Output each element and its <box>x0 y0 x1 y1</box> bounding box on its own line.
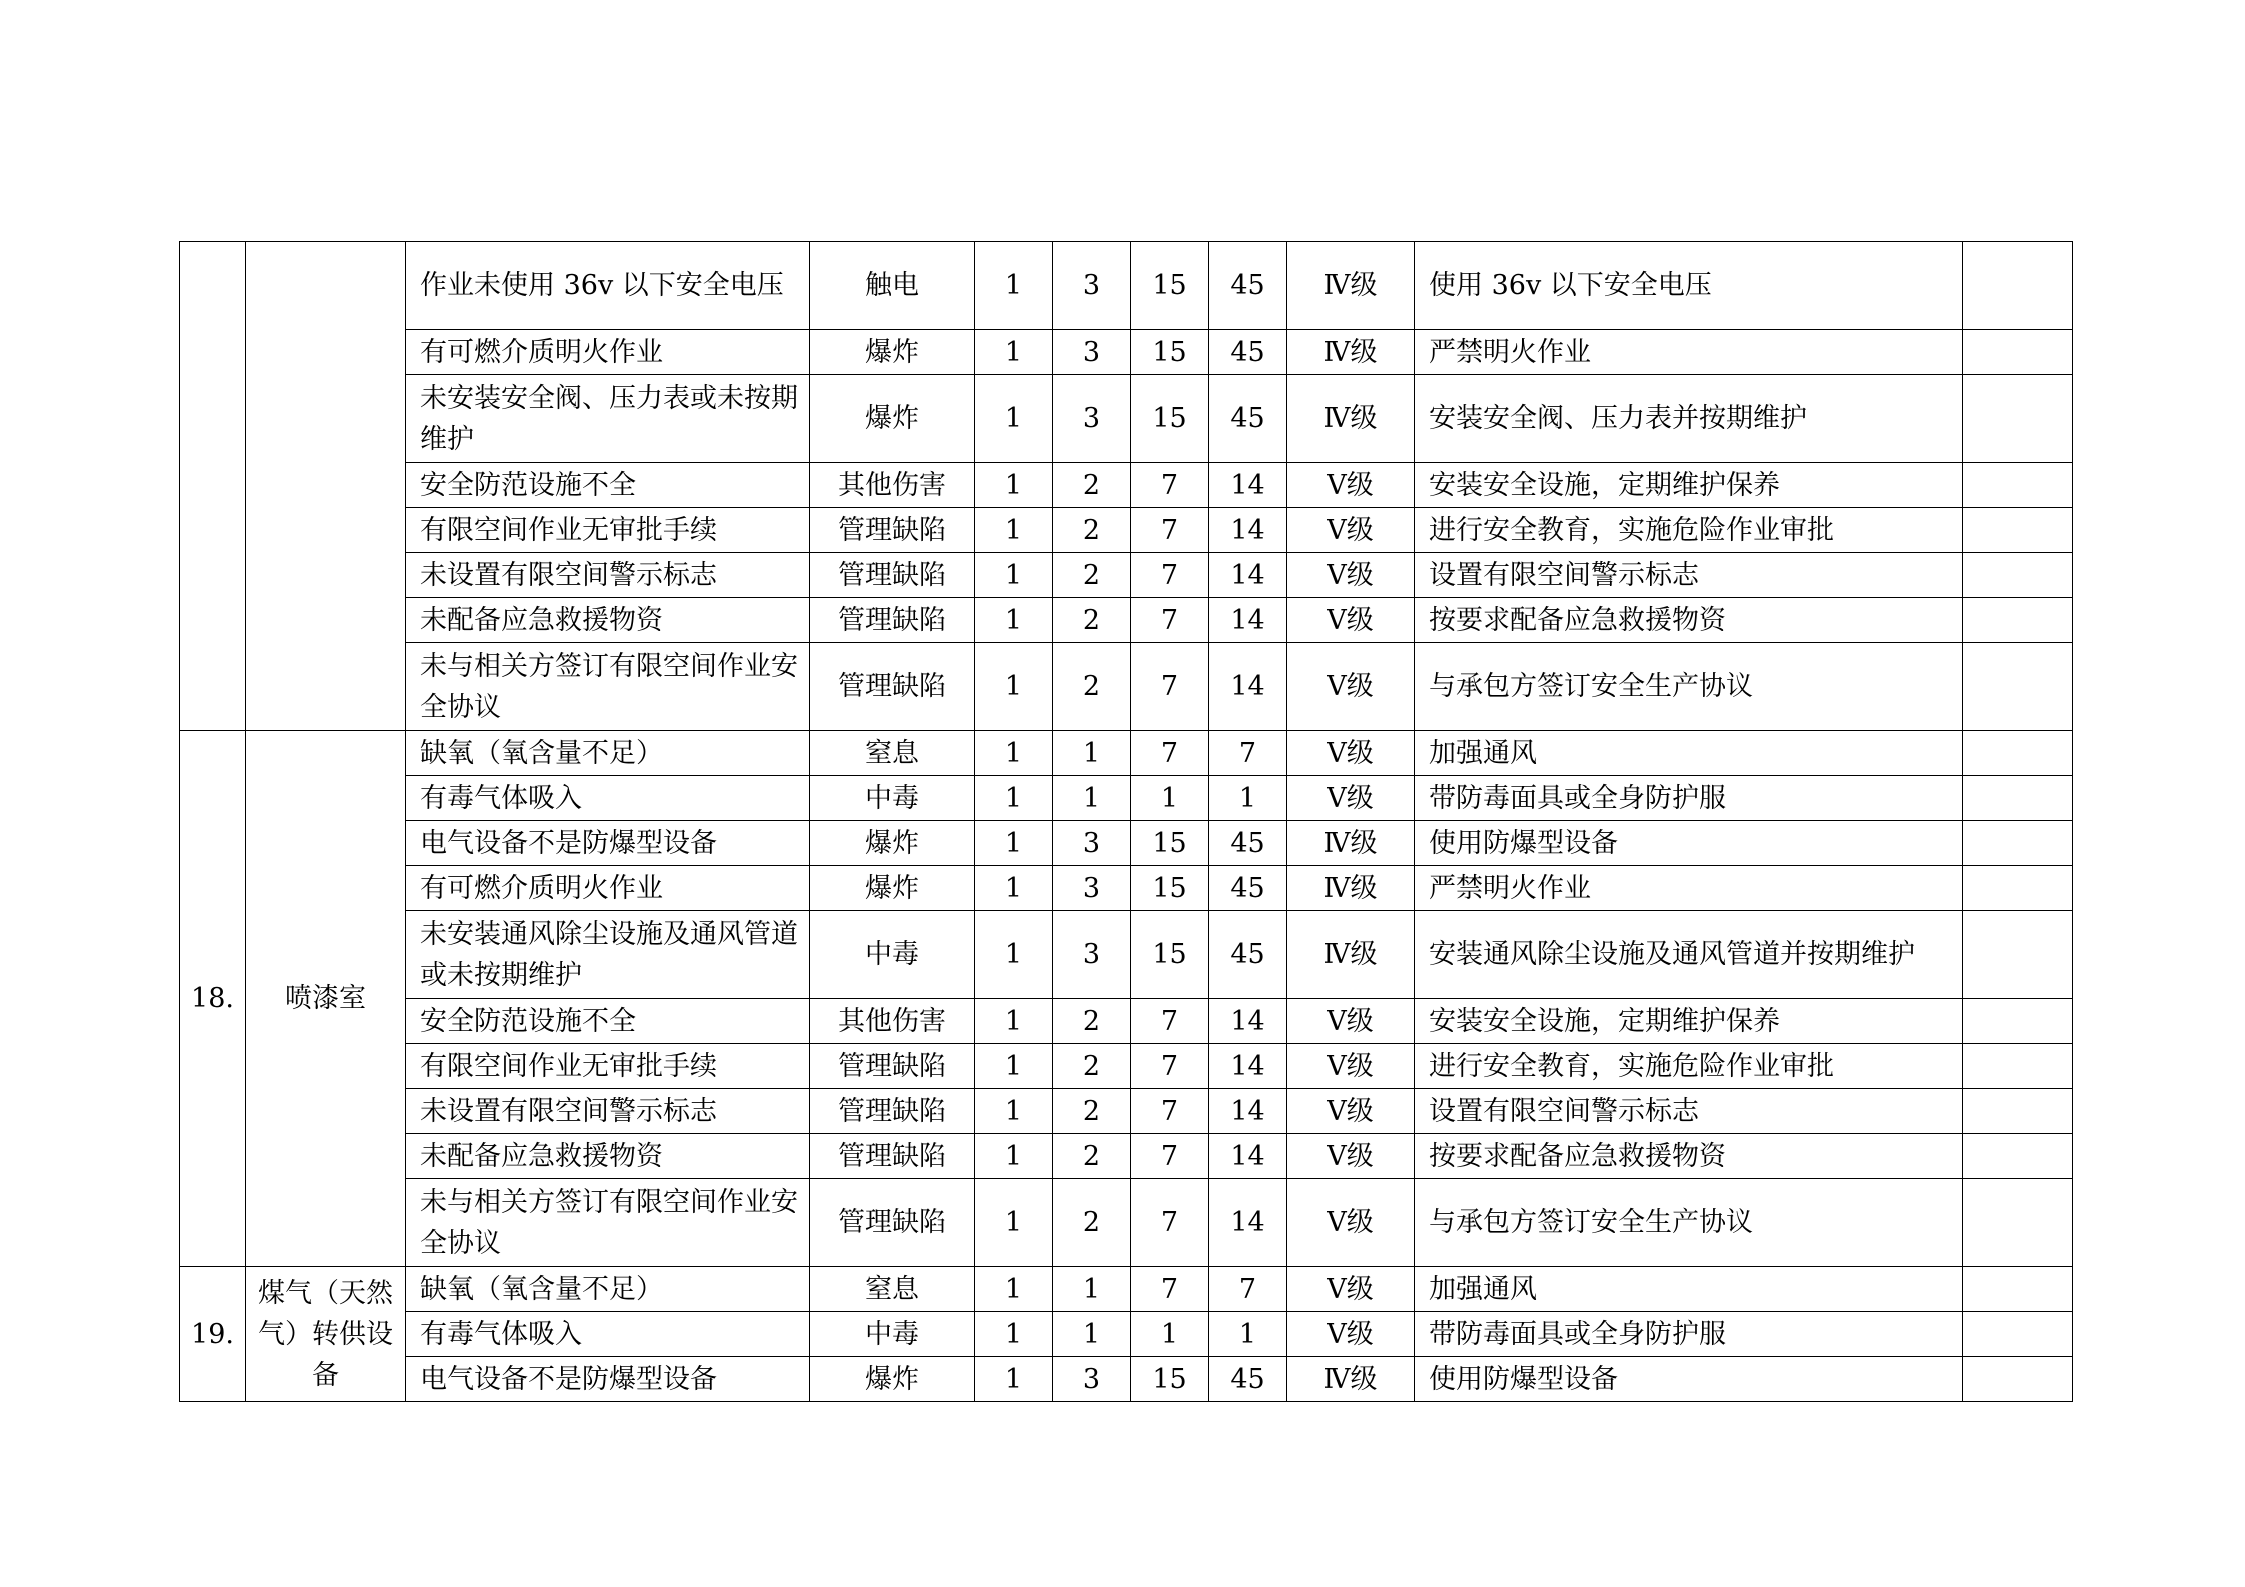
exposure-cell: 2 <box>1053 1134 1131 1179</box>
risk-score-cell: 45 <box>1209 821 1287 866</box>
control-measure-cell: 设置有限空间警示标志 <box>1415 553 1963 598</box>
remark-cell <box>1963 242 2073 330</box>
accident-type-cell: 爆炸 <box>810 866 975 911</box>
remark-cell <box>1963 598 2073 643</box>
remark-cell <box>1963 1089 2073 1134</box>
consequence-cell: 15 <box>1131 1357 1209 1402</box>
risk-score-cell: 14 <box>1209 1134 1287 1179</box>
hazard-cell: 安全防范设施不全 <box>406 463 810 508</box>
hazard-cell: 未与相关方签订有限空间作业安全协议 <box>406 643 810 731</box>
risk-score-cell: 14 <box>1209 463 1287 508</box>
accident-type-cell: 中毒 <box>810 911 975 999</box>
exposure-cell: 2 <box>1053 508 1131 553</box>
remark-cell <box>1963 999 2073 1044</box>
likelihood-cell: 1 <box>975 375 1053 463</box>
area-name-cell: 煤气（天然气）转供设备 <box>246 1267 406 1402</box>
risk-level-cell: Ⅴ级 <box>1287 1089 1415 1134</box>
risk-level-cell: Ⅴ级 <box>1287 598 1415 643</box>
consequence-cell: 7 <box>1131 999 1209 1044</box>
remark-cell <box>1963 508 2073 553</box>
risk-score-cell: 14 <box>1209 598 1287 643</box>
consequence-cell: 7 <box>1131 1134 1209 1179</box>
exposure-cell: 2 <box>1053 1044 1131 1089</box>
control-measure-cell: 加强通风 <box>1415 1267 1963 1312</box>
table-row <box>180 731 2073 776</box>
risk-score-cell: 45 <box>1209 1357 1287 1402</box>
remark-cell <box>1963 643 2073 731</box>
risk-score-cell: 14 <box>1209 1179 1287 1267</box>
remark-cell <box>1963 866 2073 911</box>
hazard-cell: 未设置有限空间警示标志 <box>406 1089 810 1134</box>
table-row <box>180 866 2073 911</box>
consequence-cell: 15 <box>1131 375 1209 463</box>
table-row <box>180 242 2073 330</box>
table-row <box>180 1357 2073 1402</box>
control-measure-cell: 按要求配备应急救援物资 <box>1415 598 1963 643</box>
likelihood-cell: 1 <box>975 911 1053 999</box>
risk-level-cell: Ⅴ级 <box>1287 1179 1415 1267</box>
remark-cell <box>1963 1312 2073 1357</box>
item-number-cell <box>180 242 246 731</box>
consequence-cell: 7 <box>1131 1089 1209 1134</box>
remark-cell <box>1963 1267 2073 1312</box>
control-measure-cell: 严禁明火作业 <box>1415 866 1963 911</box>
consequence-cell: 7 <box>1131 463 1209 508</box>
consequence-cell: 7 <box>1131 643 1209 731</box>
table-row <box>180 999 2073 1044</box>
likelihood-cell: 1 <box>975 1357 1053 1402</box>
accident-type-cell: 管理缺陷 <box>810 643 975 731</box>
likelihood-cell: 1 <box>975 731 1053 776</box>
accident-type-cell: 爆炸 <box>810 1357 975 1402</box>
risk-score-cell: 14 <box>1209 643 1287 731</box>
consequence-cell: 7 <box>1131 1044 1209 1089</box>
accident-type-cell: 触电 <box>810 242 975 330</box>
hazard-cell: 有毒气体吸入 <box>406 776 810 821</box>
risk-score-cell: 1 <box>1209 1312 1287 1357</box>
table-row <box>180 643 2073 731</box>
risk-level-cell: Ⅴ级 <box>1287 1044 1415 1089</box>
likelihood-cell: 1 <box>975 1134 1053 1179</box>
control-measure-cell: 安装安全设施，定期维护保养 <box>1415 463 1963 508</box>
control-measure-cell: 进行安全教育，实施危险作业审批 <box>1415 508 1963 553</box>
table-row <box>180 553 2073 598</box>
control-measure-cell: 带防毒面具或全身防护服 <box>1415 1312 1963 1357</box>
table-row <box>180 375 2073 463</box>
risk-level-cell: Ⅳ级 <box>1287 1357 1415 1402</box>
accident-type-cell: 管理缺陷 <box>810 598 975 643</box>
table-row <box>180 598 2073 643</box>
table-row <box>180 1134 2073 1179</box>
risk-score-cell: 14 <box>1209 508 1287 553</box>
likelihood-cell: 1 <box>975 821 1053 866</box>
risk-level-cell: Ⅴ级 <box>1287 1312 1415 1357</box>
likelihood-cell: 1 <box>975 508 1053 553</box>
risk-level-cell: Ⅴ级 <box>1287 1267 1415 1312</box>
accident-type-cell: 中毒 <box>810 776 975 821</box>
remark-cell <box>1963 1179 2073 1267</box>
area-name-cell <box>246 242 406 731</box>
risk-level-cell: Ⅴ级 <box>1287 553 1415 598</box>
accident-type-cell: 其他伤害 <box>810 463 975 508</box>
risk-level-cell: Ⅴ级 <box>1287 463 1415 508</box>
risk-level-cell: Ⅴ级 <box>1287 999 1415 1044</box>
risk-score-cell: 45 <box>1209 330 1287 375</box>
likelihood-cell: 1 <box>975 1044 1053 1089</box>
table-row <box>180 776 2073 821</box>
exposure-cell: 2 <box>1053 643 1131 731</box>
hazard-cell: 作业未使用 36v 以下安全电压 <box>406 242 810 330</box>
remark-cell <box>1963 821 2073 866</box>
consequence-cell: 7 <box>1131 731 1209 776</box>
exposure-cell: 1 <box>1053 1312 1131 1357</box>
risk-score-cell: 45 <box>1209 911 1287 999</box>
risk-level-cell: Ⅳ级 <box>1287 911 1415 999</box>
hazard-cell: 未设置有限空间警示标志 <box>406 553 810 598</box>
risk-score-cell: 14 <box>1209 1044 1287 1089</box>
consequence-cell: 7 <box>1131 553 1209 598</box>
control-measure-cell: 严禁明火作业 <box>1415 330 1963 375</box>
risk-level-cell: Ⅳ级 <box>1287 242 1415 330</box>
hazard-cell: 电气设备不是防爆型设备 <box>406 1357 810 1402</box>
consequence-cell: 7 <box>1131 508 1209 553</box>
control-measure-cell: 安装通风除尘设施及通风管道并按期维护 <box>1415 911 1963 999</box>
likelihood-cell: 1 <box>975 643 1053 731</box>
hazard-cell: 有限空间作业无审批手续 <box>406 508 810 553</box>
exposure-cell: 3 <box>1053 1357 1131 1402</box>
likelihood-cell: 1 <box>975 598 1053 643</box>
risk-level-cell: Ⅴ级 <box>1287 776 1415 821</box>
consequence-cell: 15 <box>1131 330 1209 375</box>
exposure-cell: 2 <box>1053 553 1131 598</box>
consequence-cell: 15 <box>1131 821 1209 866</box>
exposure-cell: 3 <box>1053 821 1131 866</box>
table-row <box>180 1267 2073 1312</box>
hazard-cell: 安全防范设施不全 <box>406 999 810 1044</box>
risk-score-cell: 45 <box>1209 866 1287 911</box>
consequence-cell: 15 <box>1131 911 1209 999</box>
exposure-cell: 1 <box>1053 1267 1131 1312</box>
likelihood-cell: 1 <box>975 1179 1053 1267</box>
risk-level-cell: Ⅳ级 <box>1287 375 1415 463</box>
risk-level-cell: Ⅴ级 <box>1287 1134 1415 1179</box>
accident-type-cell: 窒息 <box>810 1267 975 1312</box>
likelihood-cell: 1 <box>975 1089 1053 1134</box>
control-measure-cell: 使用 36v 以下安全电压 <box>1415 242 1963 330</box>
hazard-cell: 有毒气体吸入 <box>406 1312 810 1357</box>
item-number-cell: 18. <box>180 731 246 1267</box>
accident-type-cell: 中毒 <box>810 1312 975 1357</box>
area-name-cell: 喷漆室 <box>246 731 406 1267</box>
accident-type-cell: 管理缺陷 <box>810 508 975 553</box>
remark-cell <box>1963 375 2073 463</box>
table-row <box>180 508 2073 553</box>
exposure-cell: 3 <box>1053 911 1131 999</box>
remark-cell <box>1963 1357 2073 1402</box>
exposure-cell: 2 <box>1053 598 1131 643</box>
risk-score-cell: 1 <box>1209 776 1287 821</box>
hazard-cell: 未配备应急救援物资 <box>406 598 810 643</box>
likelihood-cell: 1 <box>975 1312 1053 1357</box>
table-row <box>180 1089 2073 1134</box>
table-row <box>180 1312 2073 1357</box>
accident-type-cell: 窒息 <box>810 731 975 776</box>
accident-type-cell: 爆炸 <box>810 330 975 375</box>
table-row <box>180 463 2073 508</box>
remark-cell <box>1963 731 2073 776</box>
risk-level-cell: Ⅴ级 <box>1287 508 1415 553</box>
likelihood-cell: 1 <box>975 1267 1053 1312</box>
hazard-cell: 未与相关方签订有限空间作业安全协议 <box>406 1179 810 1267</box>
remark-cell <box>1963 911 2073 999</box>
hazard-cell: 有可燃介质明火作业 <box>406 866 810 911</box>
risk-score-cell: 45 <box>1209 242 1287 330</box>
risk-score-cell: 14 <box>1209 999 1287 1044</box>
likelihood-cell: 1 <box>975 866 1053 911</box>
consequence-cell: 15 <box>1131 866 1209 911</box>
consequence-cell: 7 <box>1131 1179 1209 1267</box>
exposure-cell: 2 <box>1053 1179 1131 1267</box>
risk-score-cell: 14 <box>1209 553 1287 598</box>
likelihood-cell: 1 <box>975 242 1053 330</box>
control-measure-cell: 进行安全教育，实施危险作业审批 <box>1415 1044 1963 1089</box>
likelihood-cell: 1 <box>975 999 1053 1044</box>
consequence-cell: 7 <box>1131 598 1209 643</box>
hazard-cell: 电气设备不是防爆型设备 <box>406 821 810 866</box>
control-measure-cell: 使用防爆型设备 <box>1415 1357 1963 1402</box>
accident-type-cell: 爆炸 <box>810 375 975 463</box>
exposure-cell: 3 <box>1053 330 1131 375</box>
risk-score-cell: 7 <box>1209 731 1287 776</box>
remark-cell <box>1963 463 2073 508</box>
remark-cell <box>1963 330 2073 375</box>
hazard-cell: 有可燃介质明火作业 <box>406 330 810 375</box>
likelihood-cell: 1 <box>975 553 1053 598</box>
exposure-cell: 3 <box>1053 375 1131 463</box>
risk-level-cell: Ⅴ级 <box>1287 643 1415 731</box>
control-measure-cell: 按要求配备应急救援物资 <box>1415 1134 1963 1179</box>
exposure-cell: 2 <box>1053 1089 1131 1134</box>
table-row <box>180 911 2073 999</box>
risk-level-cell: Ⅴ级 <box>1287 731 1415 776</box>
consequence-cell: 1 <box>1131 1312 1209 1357</box>
table-row <box>180 330 2073 375</box>
accident-type-cell: 管理缺陷 <box>810 1089 975 1134</box>
table-row <box>180 1044 2073 1089</box>
hazard-cell: 未配备应急救援物资 <box>406 1134 810 1179</box>
accident-type-cell: 爆炸 <box>810 821 975 866</box>
hazard-cell: 未安装安全阀、压力表或未按期维护 <box>406 375 810 463</box>
item-number-cell: 19. <box>180 1267 246 1402</box>
exposure-cell: 1 <box>1053 776 1131 821</box>
risk-level-cell: Ⅳ级 <box>1287 330 1415 375</box>
risk-score-cell: 14 <box>1209 1089 1287 1134</box>
exposure-cell: 2 <box>1053 463 1131 508</box>
accident-type-cell: 管理缺陷 <box>810 1044 975 1089</box>
consequence-cell: 1 <box>1131 776 1209 821</box>
control-measure-cell: 安装安全设施，定期维护保养 <box>1415 999 1963 1044</box>
risk-level-cell: Ⅳ级 <box>1287 866 1415 911</box>
control-measure-cell: 设置有限空间警示标志 <box>1415 1089 1963 1134</box>
control-measure-cell: 使用防爆型设备 <box>1415 821 1963 866</box>
likelihood-cell: 1 <box>975 463 1053 508</box>
accident-type-cell: 管理缺陷 <box>810 1179 975 1267</box>
consequence-cell: 15 <box>1131 242 1209 330</box>
consequence-cell: 7 <box>1131 1267 1209 1312</box>
control-measure-cell: 带防毒面具或全身防护服 <box>1415 776 1963 821</box>
exposure-cell: 3 <box>1053 242 1131 330</box>
control-measure-cell: 安装安全阀、压力表并按期维护 <box>1415 375 1963 463</box>
accident-type-cell: 管理缺陷 <box>810 1134 975 1179</box>
table-row <box>180 821 2073 866</box>
risk-score-cell: 45 <box>1209 375 1287 463</box>
risk-assessment-table <box>179 241 2073 1402</box>
control-measure-cell: 加强通风 <box>1415 731 1963 776</box>
hazard-cell: 未安装通风除尘设施及通风管道或未按期维护 <box>406 911 810 999</box>
accident-type-cell: 管理缺陷 <box>810 553 975 598</box>
remark-cell <box>1963 1044 2073 1089</box>
exposure-cell: 3 <box>1053 866 1131 911</box>
control-measure-cell: 与承包方签订安全生产协议 <box>1415 1179 1963 1267</box>
remark-cell <box>1963 1134 2073 1179</box>
remark-cell <box>1963 776 2073 821</box>
exposure-cell: 1 <box>1053 731 1131 776</box>
likelihood-cell: 1 <box>975 330 1053 375</box>
hazard-cell: 有限空间作业无审批手续 <box>406 1044 810 1089</box>
table-body <box>180 242 2073 1402</box>
remark-cell <box>1963 553 2073 598</box>
control-measure-cell: 与承包方签订安全生产协议 <box>1415 643 1963 731</box>
hazard-cell: 缺氧（氧含量不足） <box>406 1267 810 1312</box>
accident-type-cell: 其他伤害 <box>810 999 975 1044</box>
exposure-cell: 2 <box>1053 999 1131 1044</box>
risk-score-cell: 7 <box>1209 1267 1287 1312</box>
table-row <box>180 1179 2073 1267</box>
likelihood-cell: 1 <box>975 776 1053 821</box>
hazard-cell: 缺氧（氧含量不足） <box>406 731 810 776</box>
risk-level-cell: Ⅳ级 <box>1287 821 1415 866</box>
